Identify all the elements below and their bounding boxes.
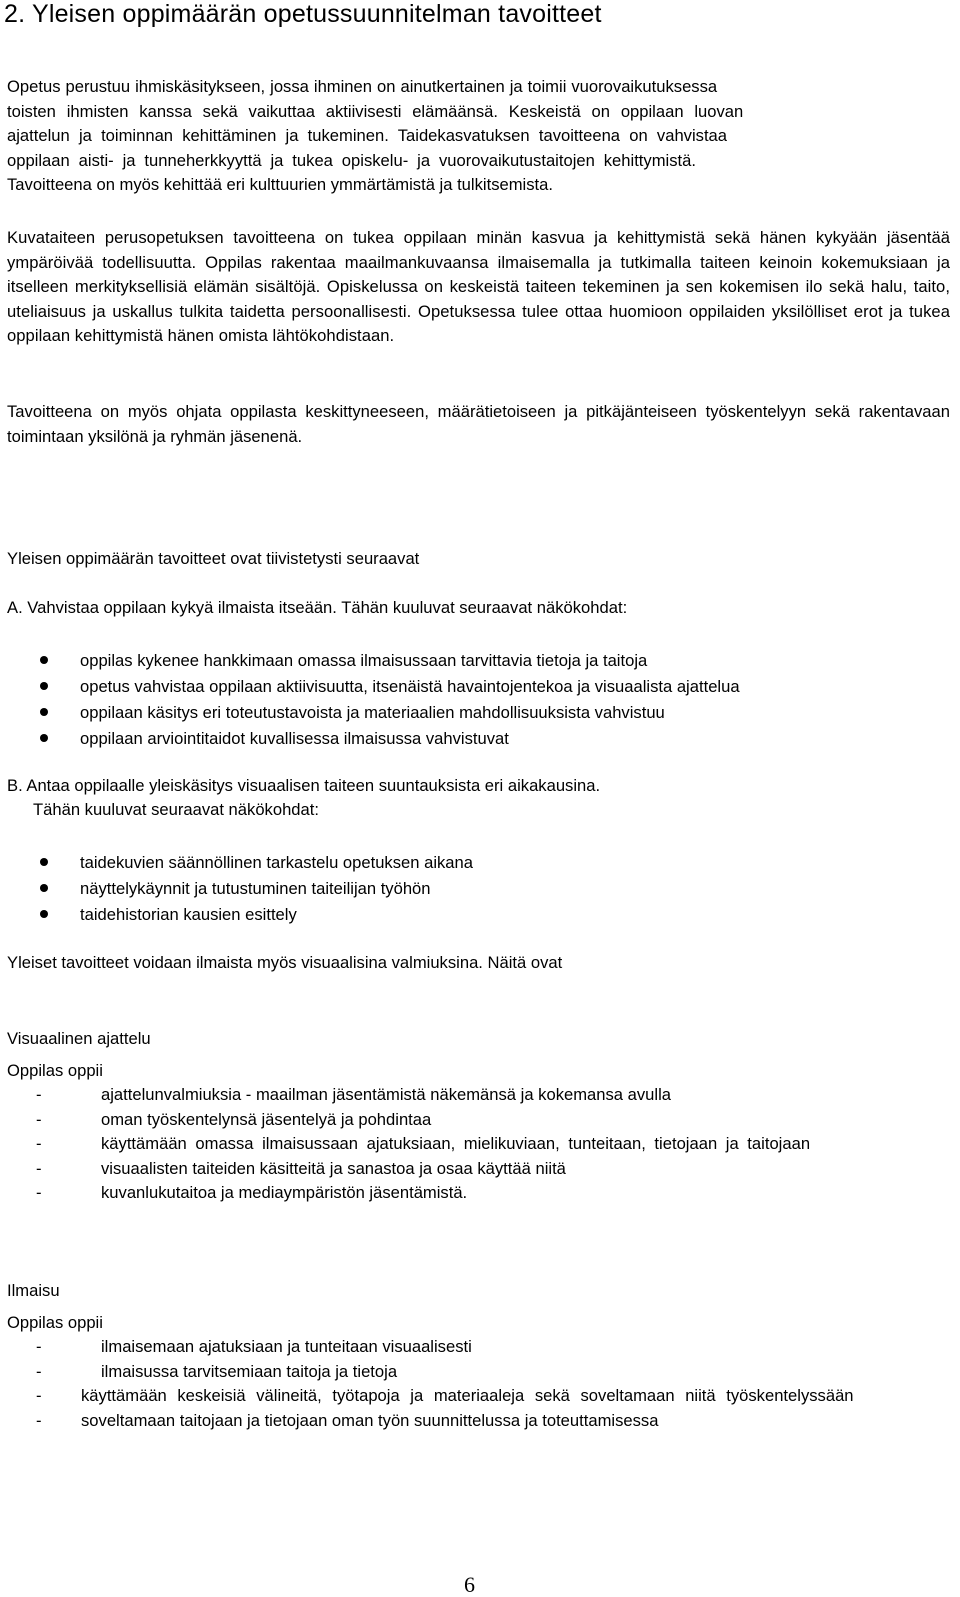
list-item — [0, 902, 950, 928]
list-item — [0, 1335, 950, 1360]
list-item — [0, 1157, 950, 1182]
visuaalinen-heading: Visuaalinen ajattelu — [7, 1029, 151, 1048]
goal-paragraph: Tavoitteena on myös ohjata oppilasta keskittyneeseen, määrätietoiseen ja pitkäjänteiseen työskentelyyn sekä rakentavaan toimintaan yksilönä ja ryhmän jäsenenä. — [7, 402, 950, 446]
list-item-text: oppilaan käsitys eri toteutustavoista ja materiaalien mahdollisuuksista vahvistuu — [80, 703, 665, 722]
section-b-list — [0, 850, 950, 928]
bullet-icon — [40, 910, 48, 918]
kuvataide-paragraph: Kuvataiteen perusopetuksen tavoitteena on tukea oppilaan minän kasvua ja kehittymistä sekä hänen kykyään jäsentää ympäröivää todellisuutta. Oppilas rakentaa maailmankuvaansa ilmaisemalla ja tutkimalla taiteen keinoin kokemuksiaan ja itselleen merkityksellisiä elämän sisältöjä. Opiskelussa on keskeistä taiteen tekeminen ja sen kokemisen ilo sekä halu, taito, uteliaisuus ja uskallus tulkita taidetta persoonallisesti. Opetuksessa tulee ottaa huomioon oppilaiden yksilölliset erot ja tukea oppilaan kehittymistä hänen omista lähtökohdistaan. — [7, 228, 950, 346]
dash-marker: - — [36, 1085, 42, 1104]
section-heading: 2. Yleisen oppimäärän opetussuunnitelman tavoitteet — [4, 0, 602, 28]
list-item — [0, 1360, 950, 1385]
list-item-text: oman työskentelynsä jäsentelyä ja pohdintaa — [101, 1109, 432, 1129]
summary-heading: Yleisen oppimäärän tavoitteet ovat tiivistetysti seuraavat — [7, 549, 420, 568]
list-item — [0, 1409, 950, 1434]
dash-marker: - — [36, 1183, 42, 1203]
intro-line: toisten ihmisten kanssa sekä vaikuttaa aktiivisesti elämäänsä. Keskeistä on oppilaan luovan — [7, 101, 744, 121]
list-item-text: opetus vahvistaa oppilaan aktiivisuutta, itsenäistä havaintojentekoa ja visuaalista ajattelua — [80, 677, 740, 696]
list-item — [0, 726, 950, 752]
list-item-text: oppilas kykenee hankkimaan omassa ilmaisussaan tarvittavia tietoja ja taitoja — [80, 651, 648, 670]
list-item — [0, 1108, 950, 1133]
list-item — [0, 1132, 950, 1157]
bullet-icon — [40, 858, 48, 866]
list-item-text: käyttämään keskeisiä välineitä, työtapoja ja materiaaleja sekä soveltamaan niitä työskentelyssään — [81, 1386, 854, 1406]
intro-line: Opetus perustuu ihmiskäsitykseen, jossa ihminen on ainutkertainen ja toimii vuorovaikutuksessa — [7, 77, 718, 96]
dash-marker: - — [36, 1410, 42, 1430]
ilmaisu-heading: Ilmaisu — [7, 1281, 60, 1300]
list-item — [0, 648, 950, 674]
intro-paragraph — [7, 75, 950, 198]
dash-marker: - — [36, 1109, 42, 1129]
section-a-title: A. Vahvistaa oppilaan kykyä ilmaista itseään. Tähän kuuluvat seuraavat näkökohdat: — [7, 598, 628, 617]
list-item-text: oppilaan arviointitaidot kuvallisessa ilmaisussa vahvistuvat — [80, 729, 509, 748]
list-item-text: taidehistorian kausien esittely — [80, 905, 297, 924]
bullet-icon — [40, 656, 48, 664]
list-item — [0, 1181, 950, 1206]
list-item-text: ilmaisussa tarvitsemiaan taitoja ja tietoja — [101, 1361, 398, 1381]
dash-marker: - — [36, 1337, 42, 1356]
list-item — [0, 876, 950, 902]
bullet-icon — [40, 884, 48, 892]
section-a-list — [0, 648, 950, 752]
ilmaisu-lead: Oppilas oppii — [7, 1313, 103, 1332]
list-item — [0, 1083, 950, 1108]
list-item — [0, 850, 950, 876]
list-item — [0, 1384, 950, 1409]
bullet-icon — [40, 682, 48, 690]
visual-intro: Yleiset tavoitteet voidaan ilmaista myös visuaalisina valmiuksina. Näitä ovat — [7, 953, 563, 972]
intro-line: Tavoitteena on myös kehittää eri kulttuurien ymmärtämistä ja tulkitsemista. — [7, 175, 553, 195]
list-item-text: käyttämään omassa ilmaisussaan ajatuksiaan, mielikuviaan, tunteitaan, tietojaan ja taitojaan — [101, 1134, 811, 1154]
list-item-text: visuaalisten taiteiden käsitteitä ja sanastoa ja osaa käyttää niitä — [101, 1158, 566, 1178]
page-number: 6 — [464, 1572, 475, 1597]
list-item-text: kuvanlukutaitoa ja mediaympäristön jäsentämistä. — [101, 1183, 468, 1203]
list-item — [0, 674, 950, 700]
section-b-title: B. Antaa oppilaalle yleiskäsitys visuaalisen taiteen suuntauksista eri aikakausina. — [7, 776, 601, 795]
visuaalinen-list — [0, 1083, 950, 1206]
dash-marker: - — [36, 1158, 42, 1178]
intro-line: oppilaan aisti- ja tunneherkkyyttä ja tukea opiskelu- ja vuorovaikutustaitojen kehittymistä. — [7, 150, 696, 170]
section-b-subtitle: Tähän kuuluvat seuraavat näkökohdat: — [33, 800, 319, 819]
dash-marker: - — [36, 1361, 42, 1381]
list-item-text: soveltamaan taitojaan ja tietojaan oman työn suunnittelussa ja toteuttamisessa — [81, 1410, 659, 1430]
list-item — [0, 700, 950, 726]
dash-marker: - — [36, 1134, 42, 1154]
intro-line: ajattelun ja toiminnan kehittäminen ja tukeminen. Taidekasvatuksen tavoitteena on vahvistaa — [7, 126, 728, 146]
bullet-icon — [40, 734, 48, 742]
bullet-icon — [40, 708, 48, 716]
list-item-text: ajattelunvalmiuksia - maailman jäsentämistä näkemänsä ja kokemansa avulla — [101, 1085, 671, 1104]
ilmaisu-list — [0, 1335, 950, 1433]
list-item-text: näyttelykäynnit ja tutustuminen taiteilijan työhön — [80, 879, 431, 898]
list-item-text: taidekuvien säännöllinen tarkastelu opetuksen aikana — [80, 853, 473, 872]
visuaalinen-lead: Oppilas oppii — [7, 1061, 103, 1080]
list-item-text: ilmaisemaan ajatuksiaan ja tunteitaan visuaalisesti — [101, 1337, 472, 1356]
dash-marker: - — [36, 1386, 42, 1406]
